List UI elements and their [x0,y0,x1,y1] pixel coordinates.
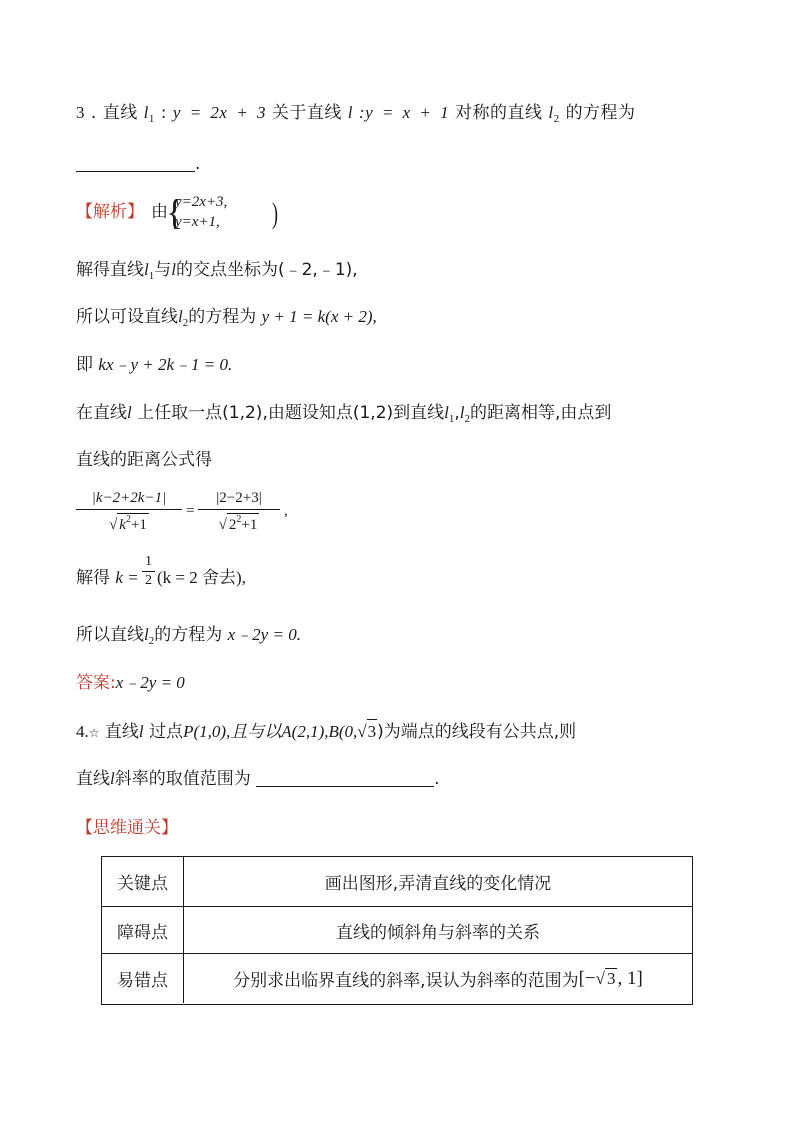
analysis-line-4: 在直线l 上任取一点(1,2),由题设知点(1,2)到直线$l_1,l_2$的距离相等,由点到 [76,403,612,425]
answer-label: 答案: [76,673,116,693]
distance-fraction-1: $\frac{|k-2+2k-1|}{√ k^2+1}$ [76,490,182,534]
half-fraction: $\frac{1}{2}$ [142,554,155,589]
star-icon: ☆ [88,726,100,740]
question-3: 3 . 直线 $l_1$ : y = 2x + 3 关于直线 l :y = x + 1 对称的直线 $l_2$ 的方程为 [76,103,636,125]
thinking-table [101,856,693,1005]
analysis-line-5: 直线的距离公式得 [76,450,212,470]
analysis-line-8: 所以直线$l_2$的方程为 x﹣2y = 0. [76,625,301,647]
right-paren: ) [272,197,278,230]
answer-blank-4[interactable] [256,768,434,787]
equals-sign: = [186,503,195,519]
table-row: 关键点 画出图形,弄清直线的变化情况 [102,857,692,907]
thinking-title: 【思维通关】 [76,818,178,838]
system-eq-1: y=2x+3, [175,194,228,210]
answer-blank-3[interactable]: . [76,152,200,176]
answer-line: 答案:x﹣2y = 0 [76,673,185,693]
distance-fraction-2: $\frac{|2-2+3|}{√ 2^2+1}$ [198,490,280,534]
table-row: 易错点 分别求出临界直线的斜率,误认为斜率的范围为 [− √ 3 , 1] [102,954,692,1003]
analysis-line-7: 解得 k = [76,568,139,588]
analysis-tag: 【解析】 [76,202,144,222]
analysis-line-1: 解得直线$l_1$与l的交点坐标为(﹣2,﹣1), [76,260,358,282]
left-brace: { [166,192,184,232]
analysis-you: 由 [151,202,168,222]
question-4-line-2: 直线l斜率的取值范围为 . [76,769,440,789]
table-row: 障碍点 直线的倾斜角与斜率的关系 [102,907,692,954]
analysis-line-3: 即 kx﹣y + 2k﹣1 = 0. [76,355,233,375]
analysis-line-2: 所以可设直线$l_2$的方程为 y + 1 = k(x + 2), [76,307,377,329]
question-number: 3 [76,103,85,122]
question-4: 4.☆ 直线l 过点P(1,0),且与以A(2,1),B(0,√3)为端点的线段有公共点,则 [76,719,576,745]
system-eq-2: y=x+1, [175,214,220,230]
